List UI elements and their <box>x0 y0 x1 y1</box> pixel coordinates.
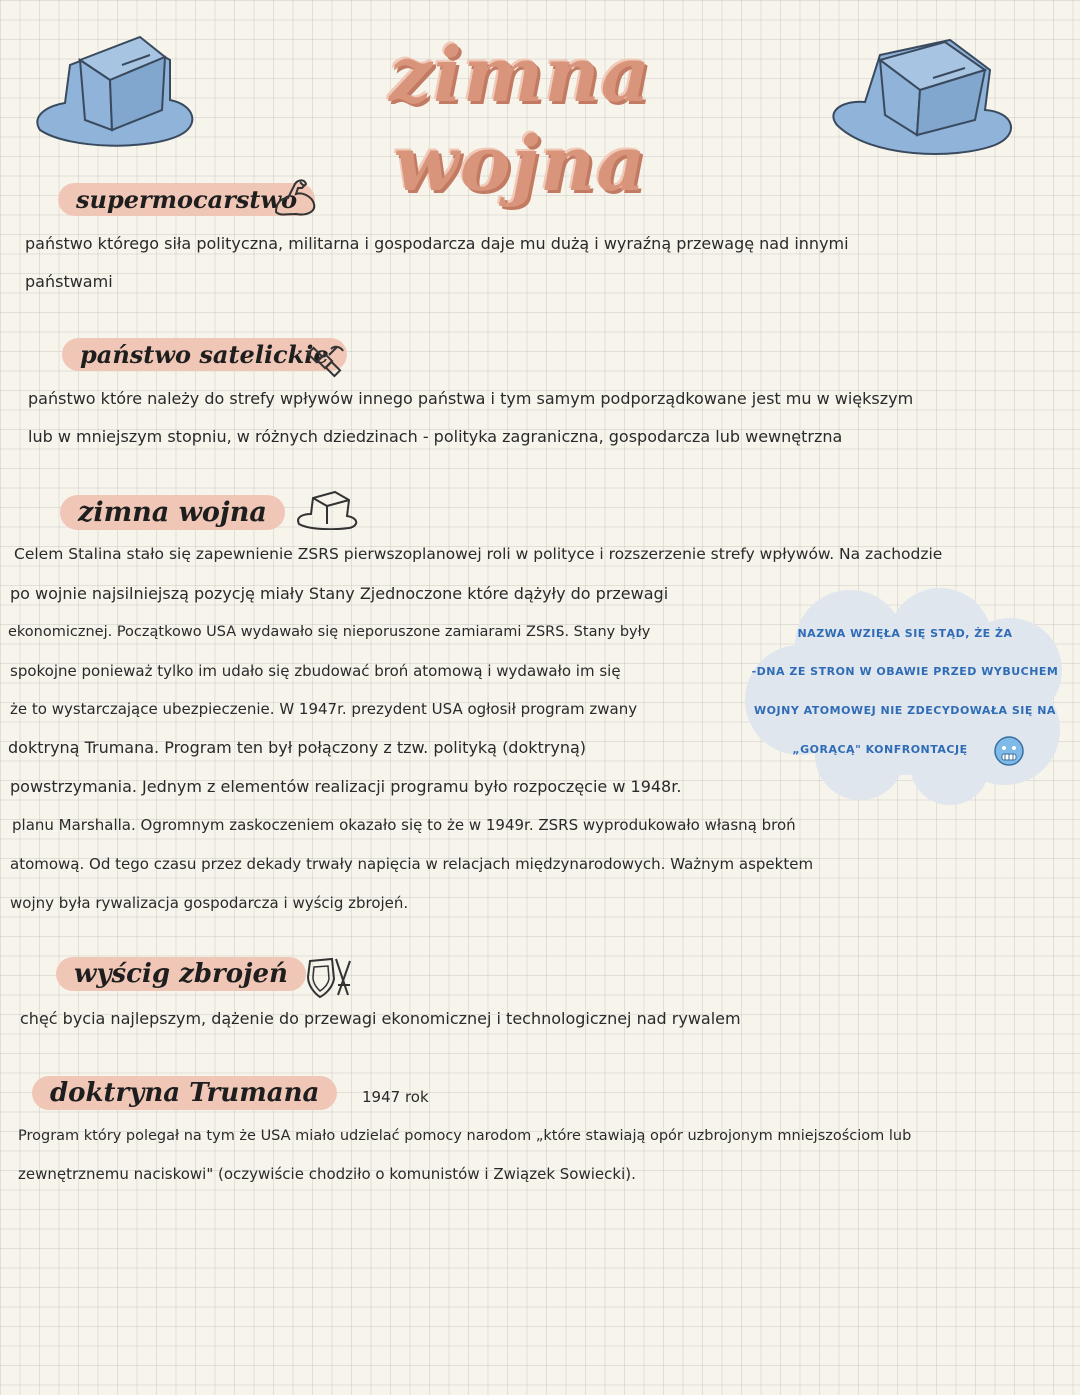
heading-doktryna-trumana: doktryna Trumana <box>32 1076 337 1110</box>
doktryna-trumana-line-2: zewnętrznemu naciskowi" (oczywiście chodziło o komunistów i Związek Sowiecki). <box>18 1165 636 1183</box>
year-label: 1947 rok <box>362 1088 429 1106</box>
cloud-callout <box>740 585 1070 810</box>
supermocarstwo-line-1: państwo którego siła polityczna, militarna i gospodarcza daje mu dużą i wyraźną przewagę nad innymi <box>25 234 849 253</box>
cold-face-icon <box>993 735 1025 767</box>
heading-supermocarstwo: supermocarstwo <box>58 183 315 216</box>
doktryna-trumana-line-1: Program który polegał na tym że USA miało udzielać pomocy narodom „które stawiają opór uzbrojonym mniejszościom lub <box>18 1128 912 1144</box>
panstwo-satelickie-line-2: lub w mniejszym stopniu, w różnych dziedzinach - polityka zagraniczna, gospodarcza lub wewnętrzna <box>28 427 843 446</box>
cloud-line-4: „GORĄCĄ" KONFRONTACJĘ <box>792 743 968 756</box>
wyscig-zbrojen-line-1: chęć bycia najlepszym, dążenie do przewagi ekonomicznej i technologicznej nad rywalem <box>20 1009 741 1028</box>
zimna-wojna-line-2: po wojnie najsilniejszą pozycję miały Stany Zjednoczone które dążyły do przewagi <box>10 584 669 603</box>
heading-zimna-wojna: zimna wojna <box>60 495 285 530</box>
cloud-line-1: NAZWA WZIĘŁA SIĘ STĄD, ŻE ŻA <box>797 627 1013 640</box>
flexed-arm-icon <box>272 172 320 220</box>
satellite-icon <box>305 337 349 381</box>
panstwo-satelickie-line-1: państwo które należy do strefy wpływów innego państwa i tym samym podporządkowane jest mu w większym <box>28 389 914 408</box>
ice-cube-left-icon <box>30 25 200 155</box>
page-title: zimna wojna <box>389 30 651 208</box>
heading-panstwo-satelickie: państwo satelickie <box>62 338 347 371</box>
heading-wyscig-zbrojen: wyścig zbrojeń <box>56 957 306 991</box>
zimna-wojna-line-10: wojny była rywalizacja gospodarcza i wyścig zbrojeń. <box>10 894 409 912</box>
cloud-line-3: WOJNY ATOMOWEJ NIE ZDECYDOWAŁA SIĘ NA <box>754 704 1056 717</box>
supermocarstwo-line-2: państwami <box>25 272 113 291</box>
zimna-wojna-line-7: powstrzymania. Jednym z elementów realizacji programu było rozpoczęcie w 1948r. <box>10 777 682 796</box>
zimna-wojna-line-9: atomową. Od tego czasu przez dekady trwały napięcia w relacjach międzynarodowych. Ważnym aspektem <box>10 855 814 873</box>
zimna-wojna-line-5: że to wystarczające ubezpieczenie. W 1947r. prezydent USA ogłosił program zwany <box>10 700 638 718</box>
ice-cube-icon <box>295 490 361 530</box>
zimna-wojna-line-8: planu Marshalla. Ogromnym zaskoczeniem okazało się to że w 1949r. ZSRS wyprodukowało własną broń <box>12 816 796 834</box>
zimna-wojna-line-4: spokojne ponieważ tylko im udało się zbudować broń atomową i wydawało im się <box>10 662 621 680</box>
zimna-wojna-line-3: ekonomicznej. Początkowo USA wydawało się nieporuszone zamiarami ZSRS. Stany były <box>8 624 651 640</box>
shield-swords-icon <box>302 955 354 1001</box>
zimna-wojna-line-1: Celem Stalina stało się zapewnienie ZSRS pierwszoplanowej roli w polityce i rozszerzenie strefy wpływów. Na zachodzie <box>14 545 943 563</box>
zimna-wojna-line-6: doktryną Trumana. Program ten był połączony z tzw. polityką (doktryną) <box>8 738 587 757</box>
ice-cube-right-icon <box>825 30 1020 165</box>
cloud-line-2: -DNA ZE STRON W OBAWIE PRZED WYBUCHEM <box>751 665 1059 678</box>
